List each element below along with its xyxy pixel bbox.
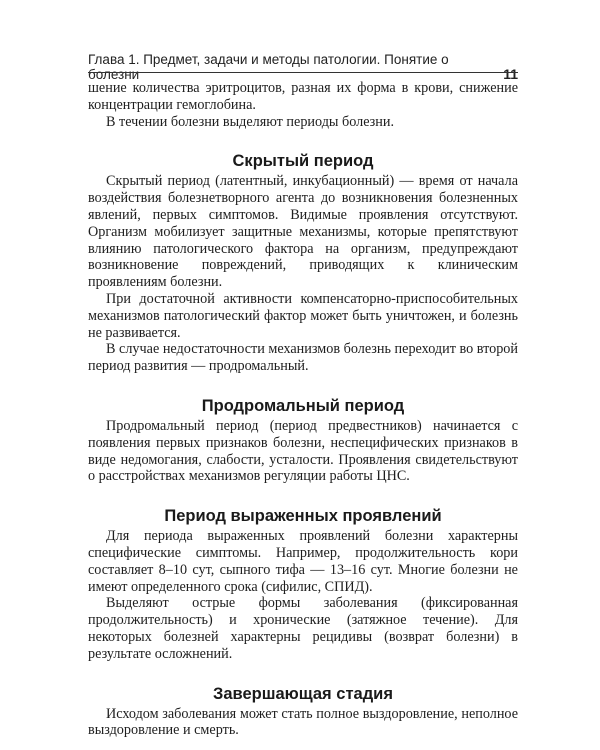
section-heading-prodromal: Продромальный период [201,396,405,415]
page-number: 11 [503,66,518,82]
section-heading-final: Завершающая стадия [213,684,393,703]
chapter-title: Глава 1. Предмет, задачи и методы патологии. Понятие о болезни [88,52,449,82]
header-divider [88,72,518,73]
paragraph: Для периода выраженных проявлений болезни характерны специфические симптомы. Например, продолжительность кори составляет 8–10 сут, сыпного тифа — 13–16 сут. Многие болезни не имеют определенного срока (сифилис, СПИД). [88,528,518,595]
paragraph: В течении болезни выделяют периоды болезни. [106,113,395,130]
paragraph: В случае недостаточности механизмов болезнь переходит во второй период развития — продромальный. [88,341,518,375]
section-heading-manifest: Период выраженных проявлений [164,507,442,526]
paragraph: Выделяют острые формы заболевания (фиксированная продолжительность) и хронические (затяжное течение). Для некоторых болезней характерны рецидивы (возврат болезни) в результате осложнений. [88,595,518,662]
paragraph: Продромальный период (период предвестников) начинается с появления первых признаков болезни, неспецифических признаков в виде недомогания, слабости, усталости. Проявления свидетельствуют о расстройствах механизмов регуляции работы ЦНС. [88,417,518,485]
paragraph: Скрытый период (латентный, инкубационный) — время от начала воздействия болезнетворного агента до возникновения болезненных явлений, первых симптомов. Видимые проявления отсутствуют. Организм мобилизует защитные механизмы, которые препятствуют влиянию патологического фактора на организм, предупреждают возникновение повреждений, приводящих к клиническим проявлениям болезни. [88,173,518,291]
running-header [88,52,518,82]
paragraph: Исходом заболевания может стать полное выздоровление, неполное выздоровление и смерть. [88,705,518,739]
paragraph: шение количества эритроцитов, разная их форма в крови, снижение концентрации гемоглобина. [88,80,518,113]
paragraph: При достаточной активности компенсаторно-приспособительных механизмов патологический фактор может быть уничтожен, и болезнь не развивается. [88,290,518,341]
page-body [88,80,518,739]
section-heading-latent: Скрытый период [232,152,374,171]
